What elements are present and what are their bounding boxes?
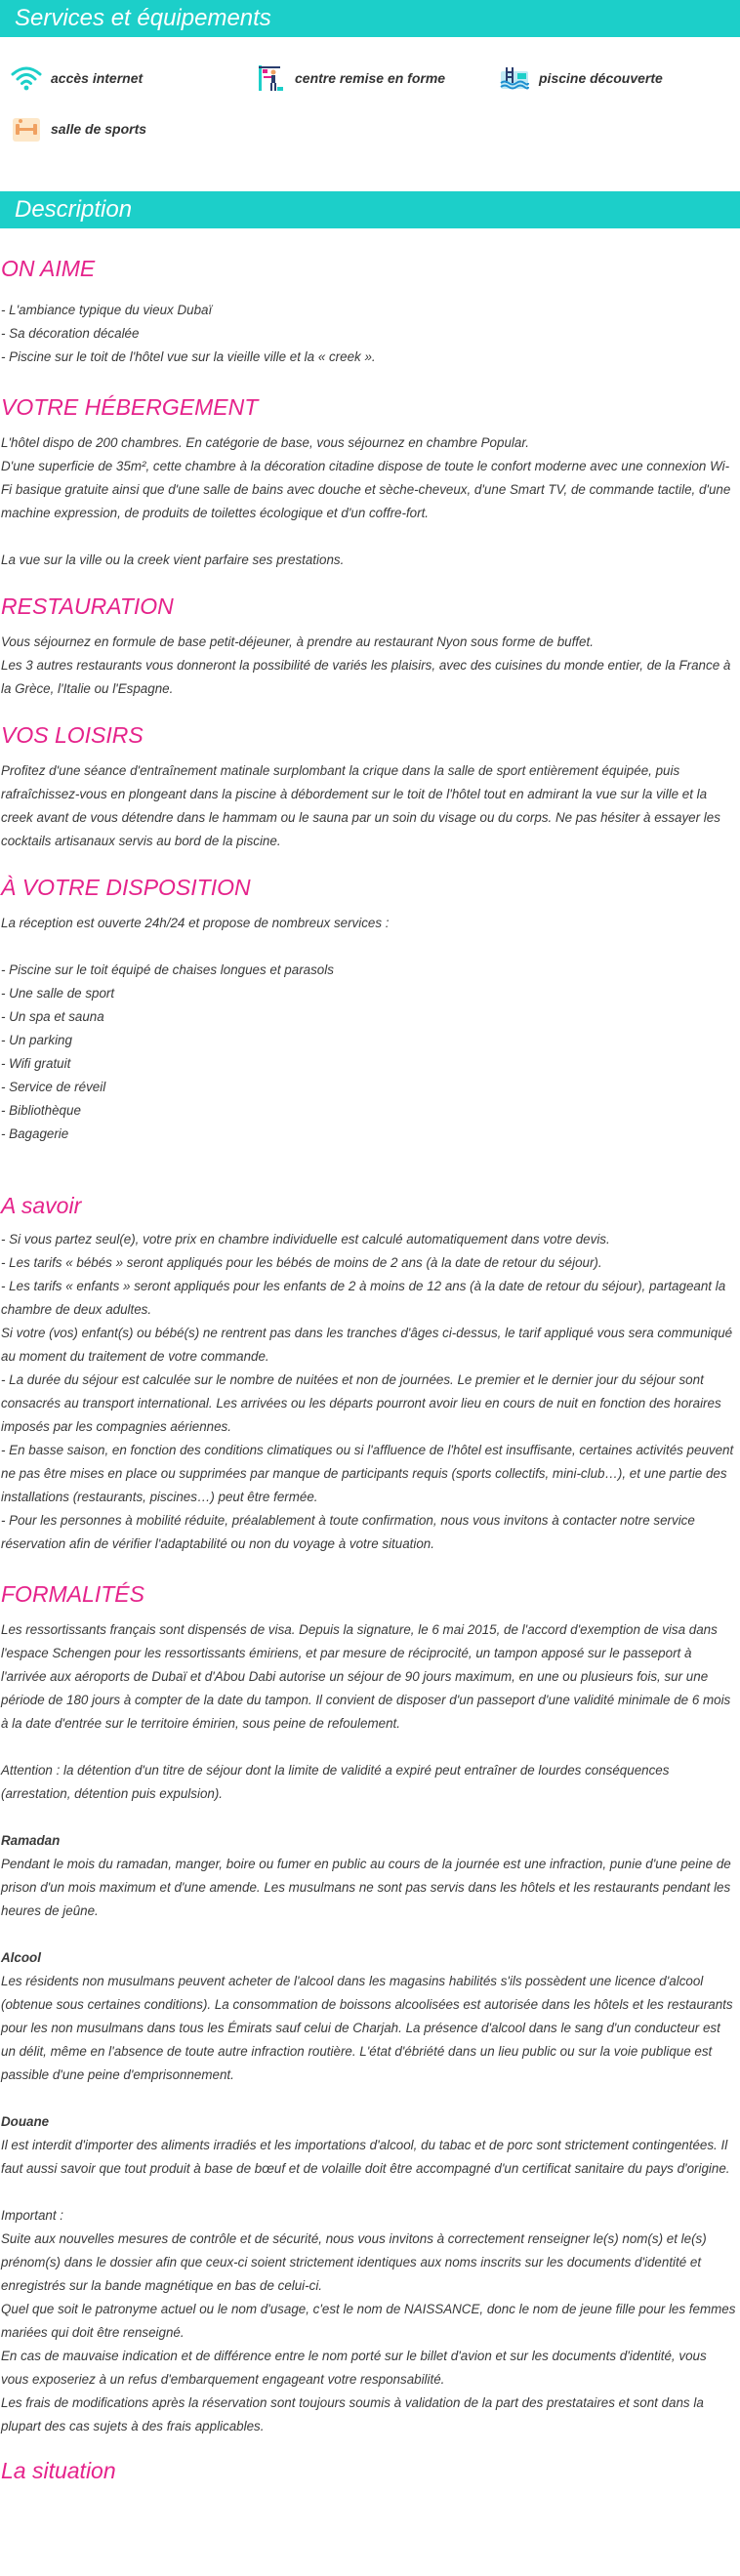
a-savoir-line: - La durée du séjour est calculée sur le nombre de nuitées et non de journées. Le premier et le dernier jour du séjour sont consacrés au transport international. Les arrivées ou les départs pourront avoir lieu en cours de nuit en fonction des horaires imposés par les compagnies aériennes.: [1, 1372, 721, 1434]
description-title: Description: [0, 191, 740, 228]
restauration-heading: RESTAURATION: [1, 593, 174, 619]
ramadan-subheading: Ramadan: [1, 1833, 61, 1848]
hebergement-text: D'une superficie de 35m², cette chambre à la décoration citadine dispose de toute le confort moderne avec une connexion Wi-Fi basique gratuite ainsi que d'une salle de bains avec douche et sèche-cheveux, d'une Smart TV, de commande tactile, d'une machine expression, de produits de toilettes écologique et d'un coffre-fort.: [1, 459, 731, 520]
douane-text: Il est interdit d'importer des aliments irradiés et les importations d'alcool, du tabac et de porc sont strictement contingentées. Il faut aussi savoir que tout produit à base de bœuf et de volaille doit être accompagné d'un certificat sanitaire du pays d'origine.: [1, 2138, 730, 2176]
important-subheading: Important :: [1, 2208, 64, 2223]
loisirs-text: Profitez d'une séance d'entraînement matinale surplombant la crique dans la salle de sport entièrement équipée, puis rafraîchissez-vous en plongeant dans la piscine à débordement sur le toit de l'hôtel tout en admirant la vue sur la ville et la creek avant de vous détendre dans le hammam ou le sauna par un soin du visage ou du corps. Ne pas hésiter à essayer les cocktails artisanaux servis au bord de la piscine.: [1, 763, 720, 848]
a-savoir-line: - En basse saison, en fonction des conditions climatiques ou si l'affluence de l'hôtel est insuffisante, certaines activités peuvent ne pas être mises en place ou supprimées par manque de participants requis (sports collectifs, mini-club…), et une partie des installations (restaurants, piscines…) peut être fermée.: [1, 1443, 734, 1504]
restauration-text: Vous séjournez en formule de base petit-déjeuner, à prendre au restaurant Nyon sous forme de buffet.: [1, 634, 594, 649]
formalites-text: Les ressortissants français sont dispensés de visa. Depuis la signature, le 6 mai 2015, de l'accord d'exemption de visa dans l'espace Schengen pour les ressortissants émiriens, et par mesure de réciprocité, un tampon apposé sur le passeport à l'arrivée aux aéroports de Dubaï et d'Abou Dabi autorise un séjour de 90 jours maximum, en une ou plusieurs fois, sur une période de 180 jours à compter de la date du tampon. Il convient de disposer d'un passeport d'une validité minimale de 6 mois à la date d'entrée sur le territoire émirien, sous peine de refoulement.: [1, 1622, 731, 1731]
service-item-pool: [488, 55, 732, 102]
wifi-icon: [10, 61, 43, 95]
on-aime-line: - Sa décoration décalée: [1, 326, 140, 341]
on-aime-line: - Piscine sur le toit de l'hôtel vue sur la vieille ville et la « creek ».: [1, 349, 376, 364]
important-line: Quel que soit le patronyme actuel ou le nom d'usage, c'est le nom de NAISSANCE, donc le nom de jeune fille pour les femmes mariées qui doit être renseigné.: [1, 2302, 736, 2340]
hebergement-text: La vue sur la ville ou la creek vient parfaire ses prestations.: [1, 552, 345, 567]
disposition-item: - Un spa et sauna: [1, 1009, 104, 1024]
disposition-item: - Un parking: [1, 1033, 72, 1047]
a-savoir-line: - Pour les personnes à mobilité réduite, préalablement à toute confirmation, nous vous invitons à contacter notre service réservation afin de vérifier l'adaptabilité ou non du voyage à votre situation.: [1, 1513, 695, 1551]
gym-icon: [10, 112, 43, 145]
disposition-intro: La réception est ouverte 24h/24 et propose de nombreux services :: [1, 916, 390, 930]
service-label: salle de sports: [51, 121, 147, 137]
service-label: accès internet: [51, 70, 144, 86]
important-line: Suite aux nouvelles mesures de contrôle et de sécurité, nous vous invitons à correctement renseigner le(s) nom(s) et le(s) prénom(s) dans le dossier afin que ceux-ci soient strictement identiques aux noms inscrits sur les documents d'identité et enregistrés sur la bande magnétique en bas de celui-ci.: [1, 2231, 707, 2293]
situation-heading: La situation: [1, 2458, 116, 2483]
loisirs-heading: VOS LOISIRS: [1, 722, 144, 748]
douane-subheading: Douane: [1, 2114, 50, 2129]
a-savoir-heading: A savoir: [1, 1193, 82, 1218]
fitness-icon: [254, 61, 287, 95]
a-savoir-line: - Les tarifs « bébés » seront appliqués pour les bébés de moins de 2 ans (à la date de retour du séjour).: [1, 1255, 602, 1270]
services-title: Services et équipements: [0, 0, 740, 37]
hebergement-heading: VOTRE HÉBERGEMENT: [1, 394, 259, 420]
a-savoir-line: Si votre (vos) enfant(s) ou bébé(s) ne rentrent pas dans les tranches d'âges ci-dessus, le tarif appliqué vous sera communiqué au moment du traitement de votre commande.: [1, 1326, 733, 1364]
a-savoir-line: - Si vous partez seul(e), votre prix en chambre individuelle est calculé automatiquement dans votre devis.: [1, 1232, 610, 1247]
formalites-warning: Attention : la détention d'un titre de séjour dont la limite de validité a expiré peut entraîner de lourdes conséquences (arrestation, détention puis expulsion).: [1, 1763, 670, 1801]
disposition-heading: À VOTRE DISPOSITION: [1, 875, 251, 900]
disposition-item: - Bagagerie: [1, 1126, 69, 1141]
service-item-gym: [0, 105, 244, 152]
a-savoir-line: - Les tarifs « enfants » seront appliqués pour les enfants de 2 à moins de 12 ans (à la date de retour du séjour), partageant la chambre de deux adultes.: [1, 1279, 726, 1317]
alcool-text: Les résidents non musulmans peuvent acheter de l'alcool dans les magasins habilités s'ils possèdent une licence d'alcool (obtenue sous certaines conditions). La consommation de boissons alcoolisées est autorisée dans les hôtels et les restaurants pour les non musulmans dans tous les Émirats sauf celui de Charjah. La présence d'alcool dans le sang d'un conducteur est un délit, même en l'absence de toute autre infraction routière. L'état d'ébriété dans un lieu public ou sur la voie publique est passible d'une peine d'emprisonnement.: [1, 1974, 733, 2082]
restauration-text: Les 3 autres restaurants vous donneront la possibilité de variés les plaisirs, avec des cuisines du monde entier, de la France à la Grèce, l'Italie ou l'Espagne.: [1, 658, 731, 696]
services-section: [0, 0, 740, 156]
service-item-internet: [0, 55, 244, 102]
alcool-subheading: Alcool: [1, 1950, 41, 1965]
formalites-heading: FORMALITÉS: [1, 1581, 144, 1607]
disposition-item: - Wifi gratuit: [1, 1056, 71, 1071]
service-label: centre remise en forme: [295, 70, 446, 86]
on-aime-line: - L'ambiance typique du vieux Dubaï: [1, 303, 213, 317]
ramadan-text: Pendant le mois du ramadan, manger, boire ou fumer en public au cours de la journée est une infraction, punie d'une peine de prison d'un mois maximum et d'une amende. Les musulmans ne sont pas servis dans les hôtels et les restaurants pendant les heures de jeûne.: [1, 1857, 731, 1918]
service-item-fitness: [244, 55, 488, 102]
pool-icon: [498, 61, 531, 95]
services-list: [0, 37, 740, 156]
description-content: [0, 228, 740, 2485]
important-line: Les frais de modifications après la réservation sont toujours soumis à validation de la part des prestataires et sont dans la plupart des cas sujets à des frais applicables.: [1, 2395, 704, 2433]
important-line: En cas de mauvaise indication et de différence entre le nom porté sur le billet d'avion et sur les documents d'identité, vous vous exposeriez à un refus d'embarquement engageant votre responsabilité.: [1, 2349, 707, 2387]
disposition-item: - Service de réveil: [1, 1080, 106, 1094]
hebergement-text: L'hôtel dispo de 200 chambres. En catégorie de base, vous séjournez en chambre Popular.: [1, 435, 529, 450]
disposition-item: - Une salle de sport: [1, 986, 115, 1001]
on-aime-heading: ON AIME: [1, 256, 96, 281]
disposition-item: - Piscine sur le toit équipé de chaises longues et parasols: [1, 962, 334, 977]
disposition-item: - Bibliothèque: [1, 1103, 81, 1118]
service-label: piscine découverte: [539, 70, 663, 86]
